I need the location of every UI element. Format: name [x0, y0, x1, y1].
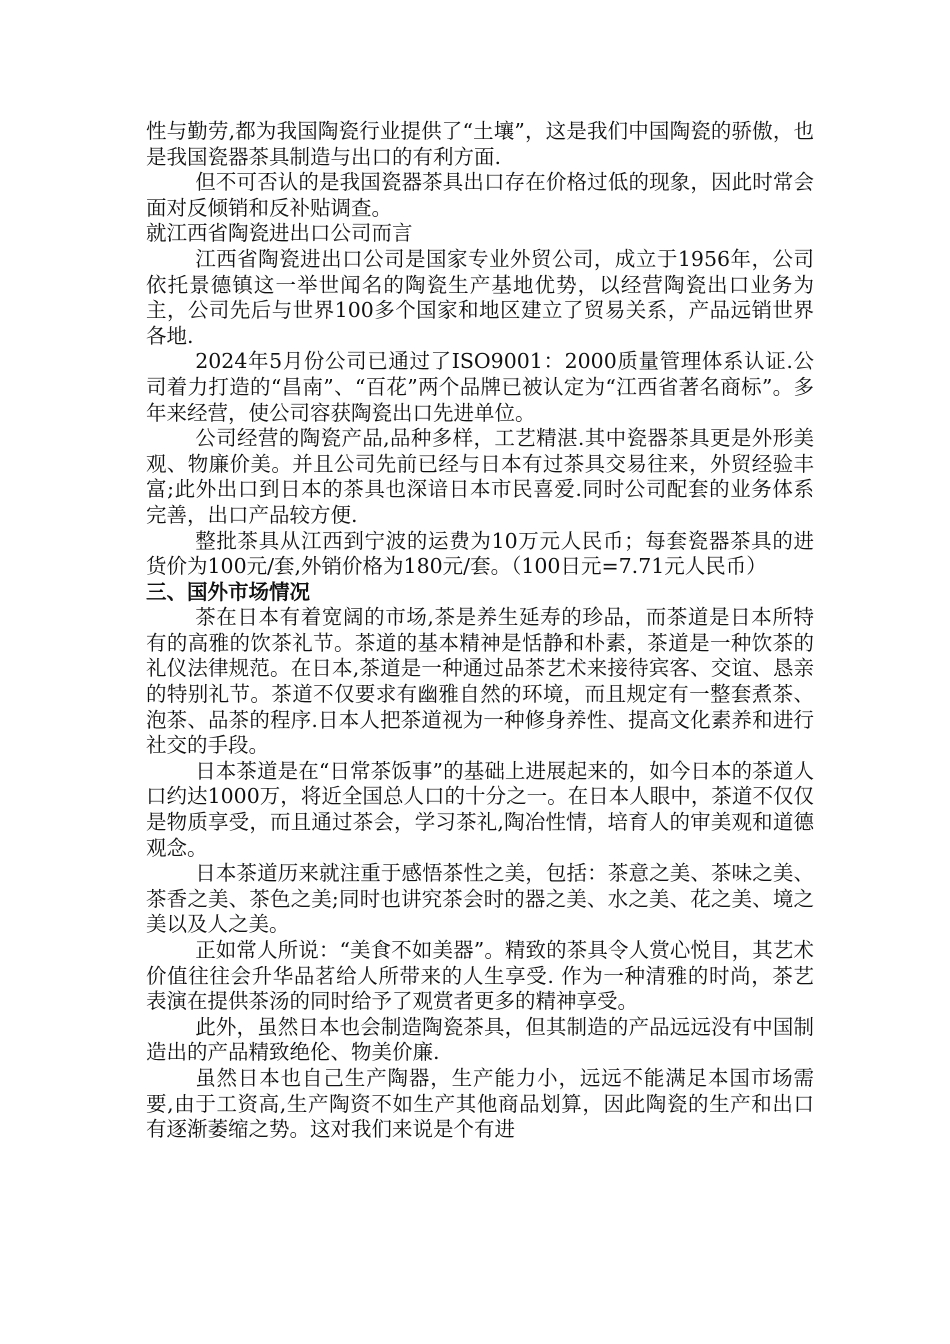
paragraph-costs: 整批茶具从江西到宁波的运费为10万元人民币；每套瓷器茶具的进货价为100元/套,外销价格为180元/套。（100日元=7.71元人民币）	[146, 528, 814, 579]
paragraph-company-lead: 就江西省陶瓷进出口公司而言	[146, 221, 413, 246]
paragraph-tea-beauty: 日本茶道历来就注重于感悟茶性之美，包括：茶意之美、茶味之美、茶香之美、茶色之美;同时也讲究茶会时的器之美、水之美、花之美、境之美以及人之美。	[146, 861, 814, 937]
paragraph-teaware-value: 正如常人所说：“美食不如美器”。精致的茶具令人赏心悦目，其艺术价值往往会升华品茗给人所带来的人生享受. 作为一种清雅的时尚，茶艺表演在提供茶汤的同时给予了观赏者更多的精神享受。	[146, 938, 814, 1014]
paragraph-continuation: 性与勤劳,都为我国陶瓷行业提供了“土壤”，这是我们中国陶瓷的骄傲，也是我国瓷器茶具制造与出口的有利方面.	[146, 119, 814, 169]
paragraph-japan-capacity: 虽然日本也自己生产陶器，生产能力小，远远不能满足本国市场需要,由于工资高,生产陶资不如生产其他商品划算，因此陶瓷的生产和出口有逐渐萎缩之势。这对我们来说是个有进	[146, 1065, 814, 1142]
paragraph-company-intro: 江西省陶瓷进出口公司是国家专业外贸公司，成立于1956年，公司依托景德镇这一举世闻名的陶瓷生产基地优势，以经营陶瓷出口业务为主，公司先后与世界100多个国家和地区建立了贸易关系，产品远销世界各地.	[146, 246, 814, 348]
section-heading: 三、国外市场情况	[146, 579, 310, 604]
paragraph-certification: 2024年5月份公司已通过了ISO9001：2000质量管理体系认证.公司着力打造的“昌南”、“百花”两个品牌已被认定为“江西省著名商标”。多年来经营，使公司容获陶瓷出口先进单位。	[146, 349, 814, 425]
paragraph-products: 公司经营的陶瓷产品,品种多样，工艺精湛.其中瓷器茶具更是外形美观、物廉价美。并且公司先前已经与日本有过茶具交易往来，外贸经验丰富;此外出口到日本的茶具也深谙日本市民喜爱.同时公司配套的业务体系完善，出口产品较方便.	[146, 426, 814, 527]
paragraph-japan-production: 此外，虽然日本也会制造陶瓷茶具，但其制造的产品远远没有中国制造出的产品精致绝伦、物美价廉.	[146, 1014, 814, 1065]
document-body	[146, 119, 814, 1143]
paragraph-tea-market: 茶在日本有着宽阔的市场,茶是养生延寿的珍品，而茶道是日本所特有的高雅的饮茶礼节。茶道的基本精神是恬静和朴素，茶道是一种饮茶的礼仪法律规范。在日本,茶道是一种通过品茶艺术来接待宾客、交谊、恳亲的特别礼节。茶道不仅要求有幽雅自然的环境，而且规定有一整套煮茶、泡茶、品茶的程序.日本人把茶道视为一种修身养性、提高文化素养和进行社交的手段。	[146, 605, 814, 758]
paragraph-tea-ceremony: 日本茶道是在“日常茶饭事”的基础上进展起来的，如今日本的茶道人口约达1000万，将近全国总人口的十分之一。在日本人眼中，茶道不仅仅是物质享受，而且通过茶会，学习茶礼,陶冶性情，培育人的审美观和道德观念。	[146, 758, 814, 860]
paragraph-price-issue: 但不可否认的是我国瓷器茶具出口存在价格过低的现象，因此时常会面对反倾销和反补贴调查。	[146, 170, 814, 220]
